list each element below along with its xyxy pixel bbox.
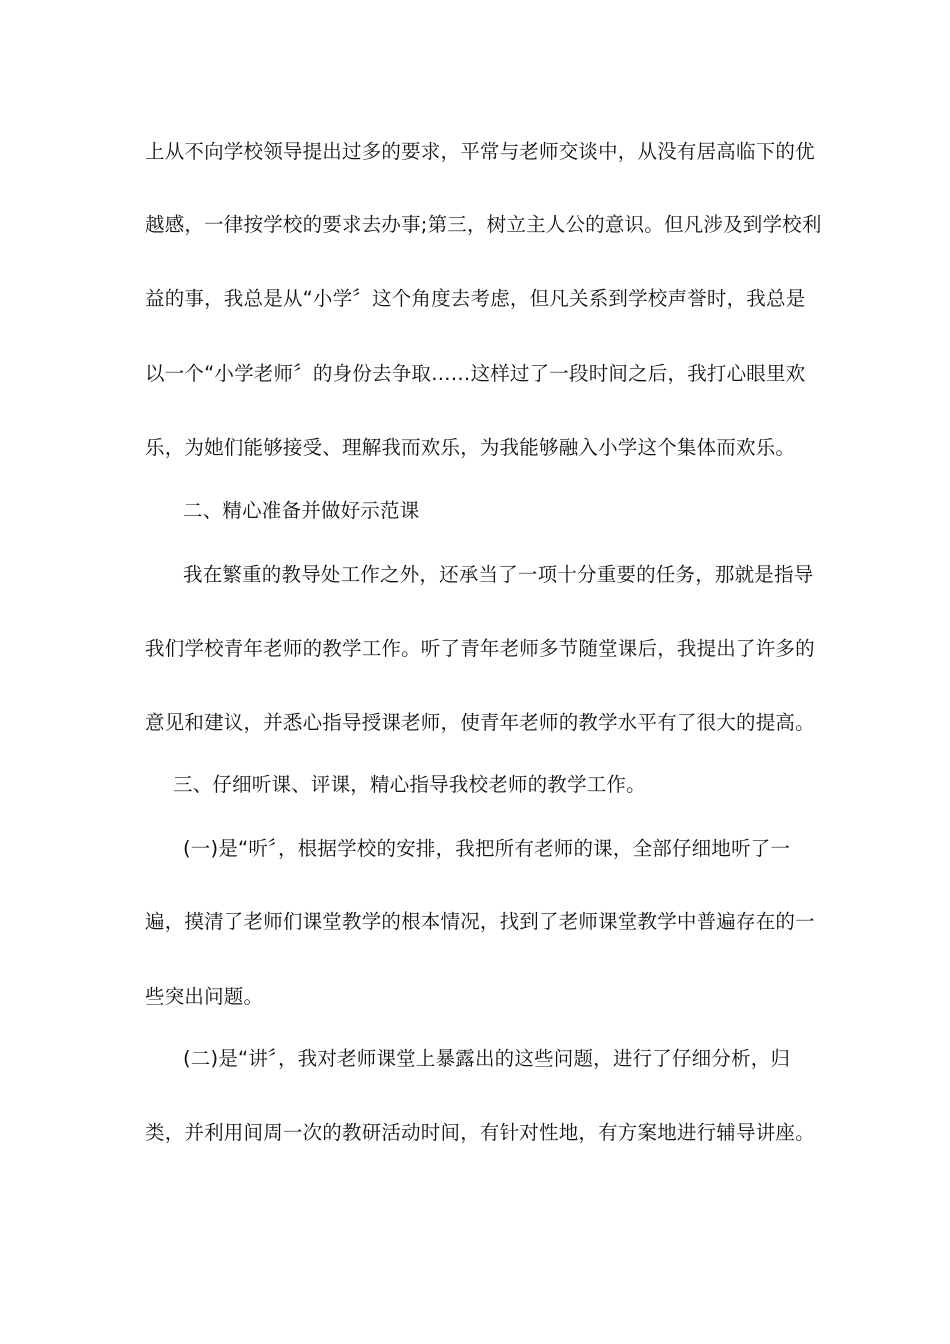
text-line: 我们学校青年老师的教学工作。听了青年老师多节随堂课后，我提出了许多的 bbox=[145, 637, 815, 660]
text-line: 些突出问题。 bbox=[145, 985, 264, 1008]
text-line: 越感，一律按学校的要求去办事;第三，树立主人公的意识。但凡涉及到学校利 bbox=[145, 213, 822, 236]
text-line: 意见和建议，并悉心指导授课老师，使青年老师的教学水平有了很大的提高。 bbox=[145, 711, 815, 734]
text-line: 类，并利用间周一次的教研活动时间，有针对性地，有方案地进行辅导讲座。 bbox=[145, 1121, 815, 1144]
text-line: 以一个“小学老师〞的身份去争取……这样过了一段时间之后，我打心眼里欢 bbox=[145, 362, 806, 385]
text-line: (一)是“听〞，根据学校的安排，我把所有老师的课，全部仔细地听了一 bbox=[183, 837, 791, 860]
section-heading: 三、仔细听课、评课，精心指导我校老师的教学工作。 bbox=[173, 773, 646, 796]
text-line: (二)是“讲〞，我对老师课堂上暴露出的这些问题，进行了仔细分析，归 bbox=[183, 1047, 791, 1070]
text-line: 乐，为她们能够接受、理解我而欢乐，为我能够融入小学这个集体而欢乐。 bbox=[145, 436, 796, 459]
text-line: 上从不向学校领导提出过多的要求，平常与老师交谈中，从没有居高临下的优 bbox=[145, 140, 815, 163]
text-line: 益的事，我总是从“小学〞这个角度去考虑，但凡关系到学校声誉时，我总是 bbox=[145, 287, 806, 310]
text-line: 我在繁重的教导处工作之外，还承当了一项十分重要的任务，那就是指导 bbox=[183, 563, 814, 586]
section-heading: 二、精心准备并做好示范课 bbox=[183, 499, 420, 522]
text-line: 遍，摸清了老师们课堂教学的根本情况，找到了老师课堂教学中普遍存在的一 bbox=[145, 910, 815, 933]
